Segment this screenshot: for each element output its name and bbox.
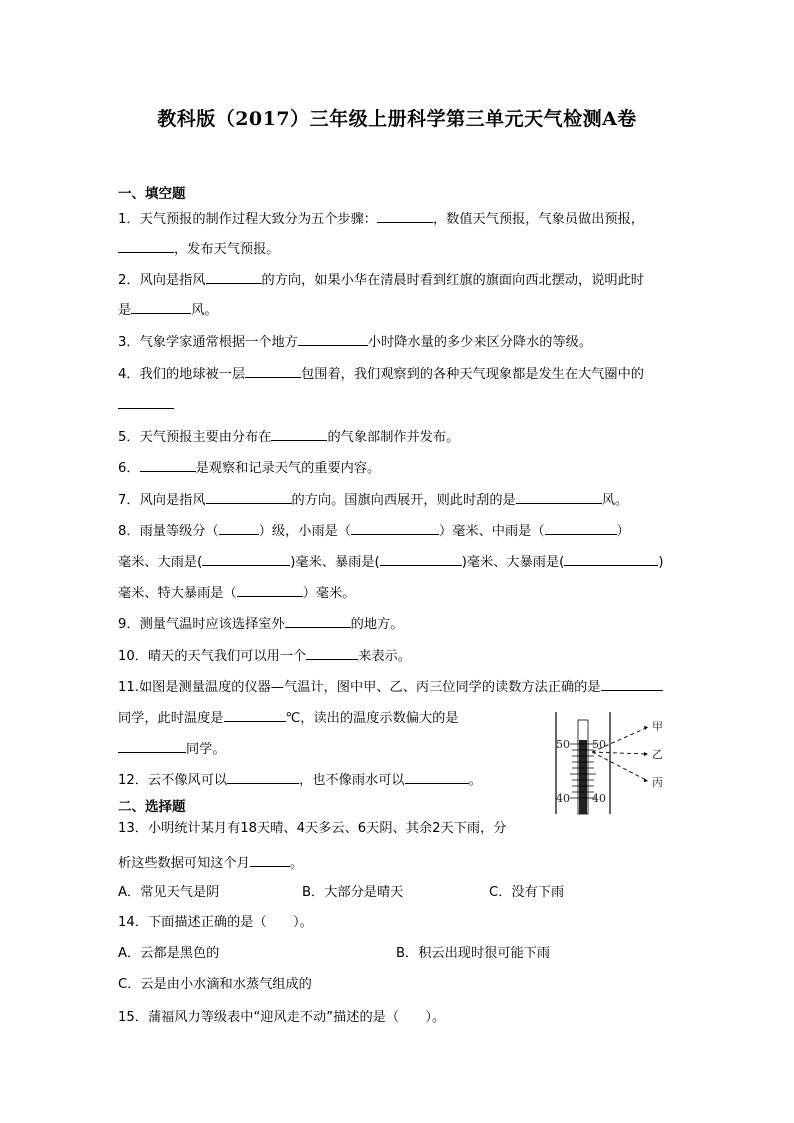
question-text: )毫米、大暴雨是( bbox=[461, 555, 565, 570]
question-8-line-3 bbox=[118, 582, 355, 603]
question-text: 的地方。 bbox=[350, 617, 404, 632]
answer-blank[interactable] bbox=[219, 520, 259, 535]
question-text: 3．气象学家通常根据一个地方 bbox=[118, 335, 298, 350]
answer-blank[interactable] bbox=[227, 769, 299, 784]
answer-blank[interactable] bbox=[224, 707, 286, 722]
answer-blank[interactable] bbox=[237, 582, 303, 597]
question-text: 。 bbox=[468, 773, 482, 788]
answer-blank[interactable] bbox=[118, 394, 174, 409]
question-text: ，发布天气预报。 bbox=[174, 242, 280, 257]
question-text: 的方向，如果小华在清晨时看到红旗的旗面向西北摆动，说明此时 bbox=[261, 273, 644, 288]
mercury-column bbox=[579, 740, 587, 814]
answer-blank[interactable] bbox=[405, 769, 469, 784]
question-13-line-1: 13．小明统计某月有18天晴、4天多云、6天阴、其余2天下雨，分 bbox=[118, 821, 507, 836]
question-text: ) bbox=[658, 555, 664, 570]
question-text: 包围着，我们观察到的各种天气现象都是发生在大气圈中的 bbox=[301, 367, 644, 382]
question-11-line-2 bbox=[118, 707, 459, 728]
question-text: )毫米、暴雨是( bbox=[290, 555, 380, 570]
question-text: 风。 bbox=[601, 493, 629, 508]
question-text: 9．测量气温时应该选择室外 bbox=[118, 617, 285, 632]
question-13-option-b[interactable]: B．大部分是晴天 bbox=[302, 885, 404, 900]
arrow-yi bbox=[644, 752, 648, 756]
question-text: ）毫米。 bbox=[302, 586, 356, 601]
question-1-line-2 bbox=[118, 238, 280, 259]
answer-blank[interactable] bbox=[206, 269, 262, 284]
label-yi: 乙 bbox=[652, 748, 663, 761]
answer-blank[interactable] bbox=[206, 489, 292, 504]
answer-blank[interactable] bbox=[377, 208, 433, 223]
question-2-line-2 bbox=[118, 299, 218, 320]
answer-blank[interactable] bbox=[118, 238, 174, 253]
scale-label-50-left: 50 bbox=[556, 738, 570, 751]
answer-blank[interactable] bbox=[285, 613, 351, 628]
scale-label-50-right: 50 bbox=[592, 738, 606, 751]
question-text: 5．天气预报主要由分布在 bbox=[118, 430, 272, 445]
question-14-option-b[interactable]: B．积云出现时很可能下雨 bbox=[396, 946, 551, 961]
question-9 bbox=[118, 613, 403, 634]
question-14: 14．下面描述正确的是（ ）。 bbox=[118, 915, 313, 930]
arrow-bing bbox=[644, 778, 648, 782]
question-text: 是 bbox=[118, 303, 132, 318]
answer-blank[interactable] bbox=[140, 457, 196, 472]
section-heading-fill-in: 一、填空题 bbox=[118, 186, 186, 202]
answer-blank[interactable] bbox=[298, 331, 368, 346]
scale-label-40-right: 40 bbox=[592, 792, 606, 805]
question-text: 来表示。 bbox=[358, 649, 411, 664]
question-15: 15．蒲福风力等级表中“迎风走不动”描述的是（ ）。 bbox=[118, 1010, 446, 1025]
answer-blank[interactable] bbox=[131, 299, 191, 314]
answer-blank[interactable] bbox=[601, 676, 663, 691]
question-text: 。 bbox=[289, 856, 304, 871]
answer-blank[interactable] bbox=[306, 645, 358, 660]
question-12 bbox=[118, 769, 482, 790]
arrow-jia bbox=[644, 726, 648, 730]
question-3 bbox=[118, 331, 592, 352]
answer-blank[interactable] bbox=[380, 551, 462, 566]
question-5 bbox=[118, 426, 459, 447]
question-8-line-1 bbox=[118, 520, 630, 541]
question-11-line-1 bbox=[118, 676, 663, 697]
question-14-option-c[interactable]: C．云是由小水滴和水蒸气组成的 bbox=[118, 977, 312, 992]
answer-blank[interactable] bbox=[564, 551, 658, 566]
answer-blank[interactable] bbox=[516, 489, 602, 504]
question-text: 风。 bbox=[191, 303, 218, 318]
question-1-line-1 bbox=[118, 208, 644, 229]
question-text: 的气象部制作并发布。 bbox=[327, 430, 460, 445]
question-text: 的方向。国旗向西展开，则此时刮的是 bbox=[291, 493, 516, 508]
question-text: 析这些数据可知这个月 bbox=[118, 856, 250, 871]
thermometer-diagram bbox=[548, 710, 676, 816]
answer-blank[interactable] bbox=[271, 426, 327, 441]
sight-lines bbox=[592, 728, 646, 780]
answer-blank[interactable] bbox=[250, 852, 290, 867]
question-text: 7．风向是指风 bbox=[118, 493, 206, 508]
question-text: 同学，此时温度是 bbox=[118, 711, 224, 726]
question-13-option-a[interactable]: A．常见天气是阴 bbox=[118, 885, 220, 900]
question-text: ）毫米、中雨是（ bbox=[439, 524, 545, 539]
question-text: ）级，小雨是（ bbox=[258, 524, 352, 539]
thermometer-figure bbox=[548, 710, 676, 816]
label-jia: 甲 bbox=[652, 720, 663, 733]
question-4-line-2 bbox=[118, 394, 174, 415]
question-13-line-2 bbox=[118, 852, 303, 873]
question-11-line-3 bbox=[118, 738, 226, 759]
answer-blank[interactable] bbox=[545, 520, 617, 535]
answer-blank[interactable] bbox=[351, 520, 439, 535]
question-text: 12．云不像风可以 bbox=[118, 773, 228, 788]
question-text: ℃，读出的温度示数偏大的是 bbox=[285, 711, 459, 726]
question-2-line-1 bbox=[118, 269, 644, 290]
question-text: 同学。 bbox=[186, 742, 226, 757]
question-text: 是观察和记录天气的重要内容。 bbox=[195, 461, 381, 476]
question-text: ） bbox=[616, 524, 630, 539]
label-bing: 丙 bbox=[652, 776, 663, 789]
question-text: 1．天气预报的制作过程大致分为五个步骤： bbox=[118, 212, 377, 227]
answer-blank[interactable] bbox=[118, 738, 186, 753]
answer-blank[interactable] bbox=[245, 363, 301, 378]
question-4-line-1 bbox=[118, 363, 644, 384]
question-10 bbox=[118, 645, 411, 666]
question-text: 2．风向是指风 bbox=[118, 273, 206, 288]
question-13-option-c[interactable]: C．没有下雨 bbox=[489, 885, 565, 900]
question-6 bbox=[118, 457, 380, 478]
question-14-option-a[interactable]: A．云都是黑色的 bbox=[118, 946, 220, 961]
answer-blank[interactable] bbox=[202, 551, 290, 566]
page-title: 教科版（2017）三年级上册科学第三单元天气检测A卷 bbox=[157, 108, 637, 130]
question-text: 4．我们的地球被一层 bbox=[118, 367, 246, 382]
question-text: 毫米、特大暴雨是（ bbox=[118, 586, 237, 601]
question-text: 11.如图是测量温度的仪器—气温计，图中甲、乙、丙三位同学的读数方法正确的是 bbox=[118, 680, 601, 695]
question-text: 毫米、大雨是( bbox=[118, 555, 203, 570]
question-text: 6． bbox=[118, 461, 140, 476]
question-text: 小时降水量的多少来区分降水的等级。 bbox=[367, 335, 593, 350]
scale-label-40-left: 40 bbox=[556, 792, 570, 805]
question-text: ，数值天气预报，气象员做出预报， bbox=[432, 212, 644, 227]
question-text: ，也不像雨水可以 bbox=[299, 773, 405, 788]
question-text: 8．雨量等级分（ bbox=[118, 524, 219, 539]
question-text: 10．晴天的天气我们可以用一个 bbox=[118, 649, 307, 664]
question-7 bbox=[118, 489, 628, 510]
question-8-line-2 bbox=[118, 551, 663, 572]
section-heading-choice: 二、选择题 bbox=[118, 799, 186, 815]
